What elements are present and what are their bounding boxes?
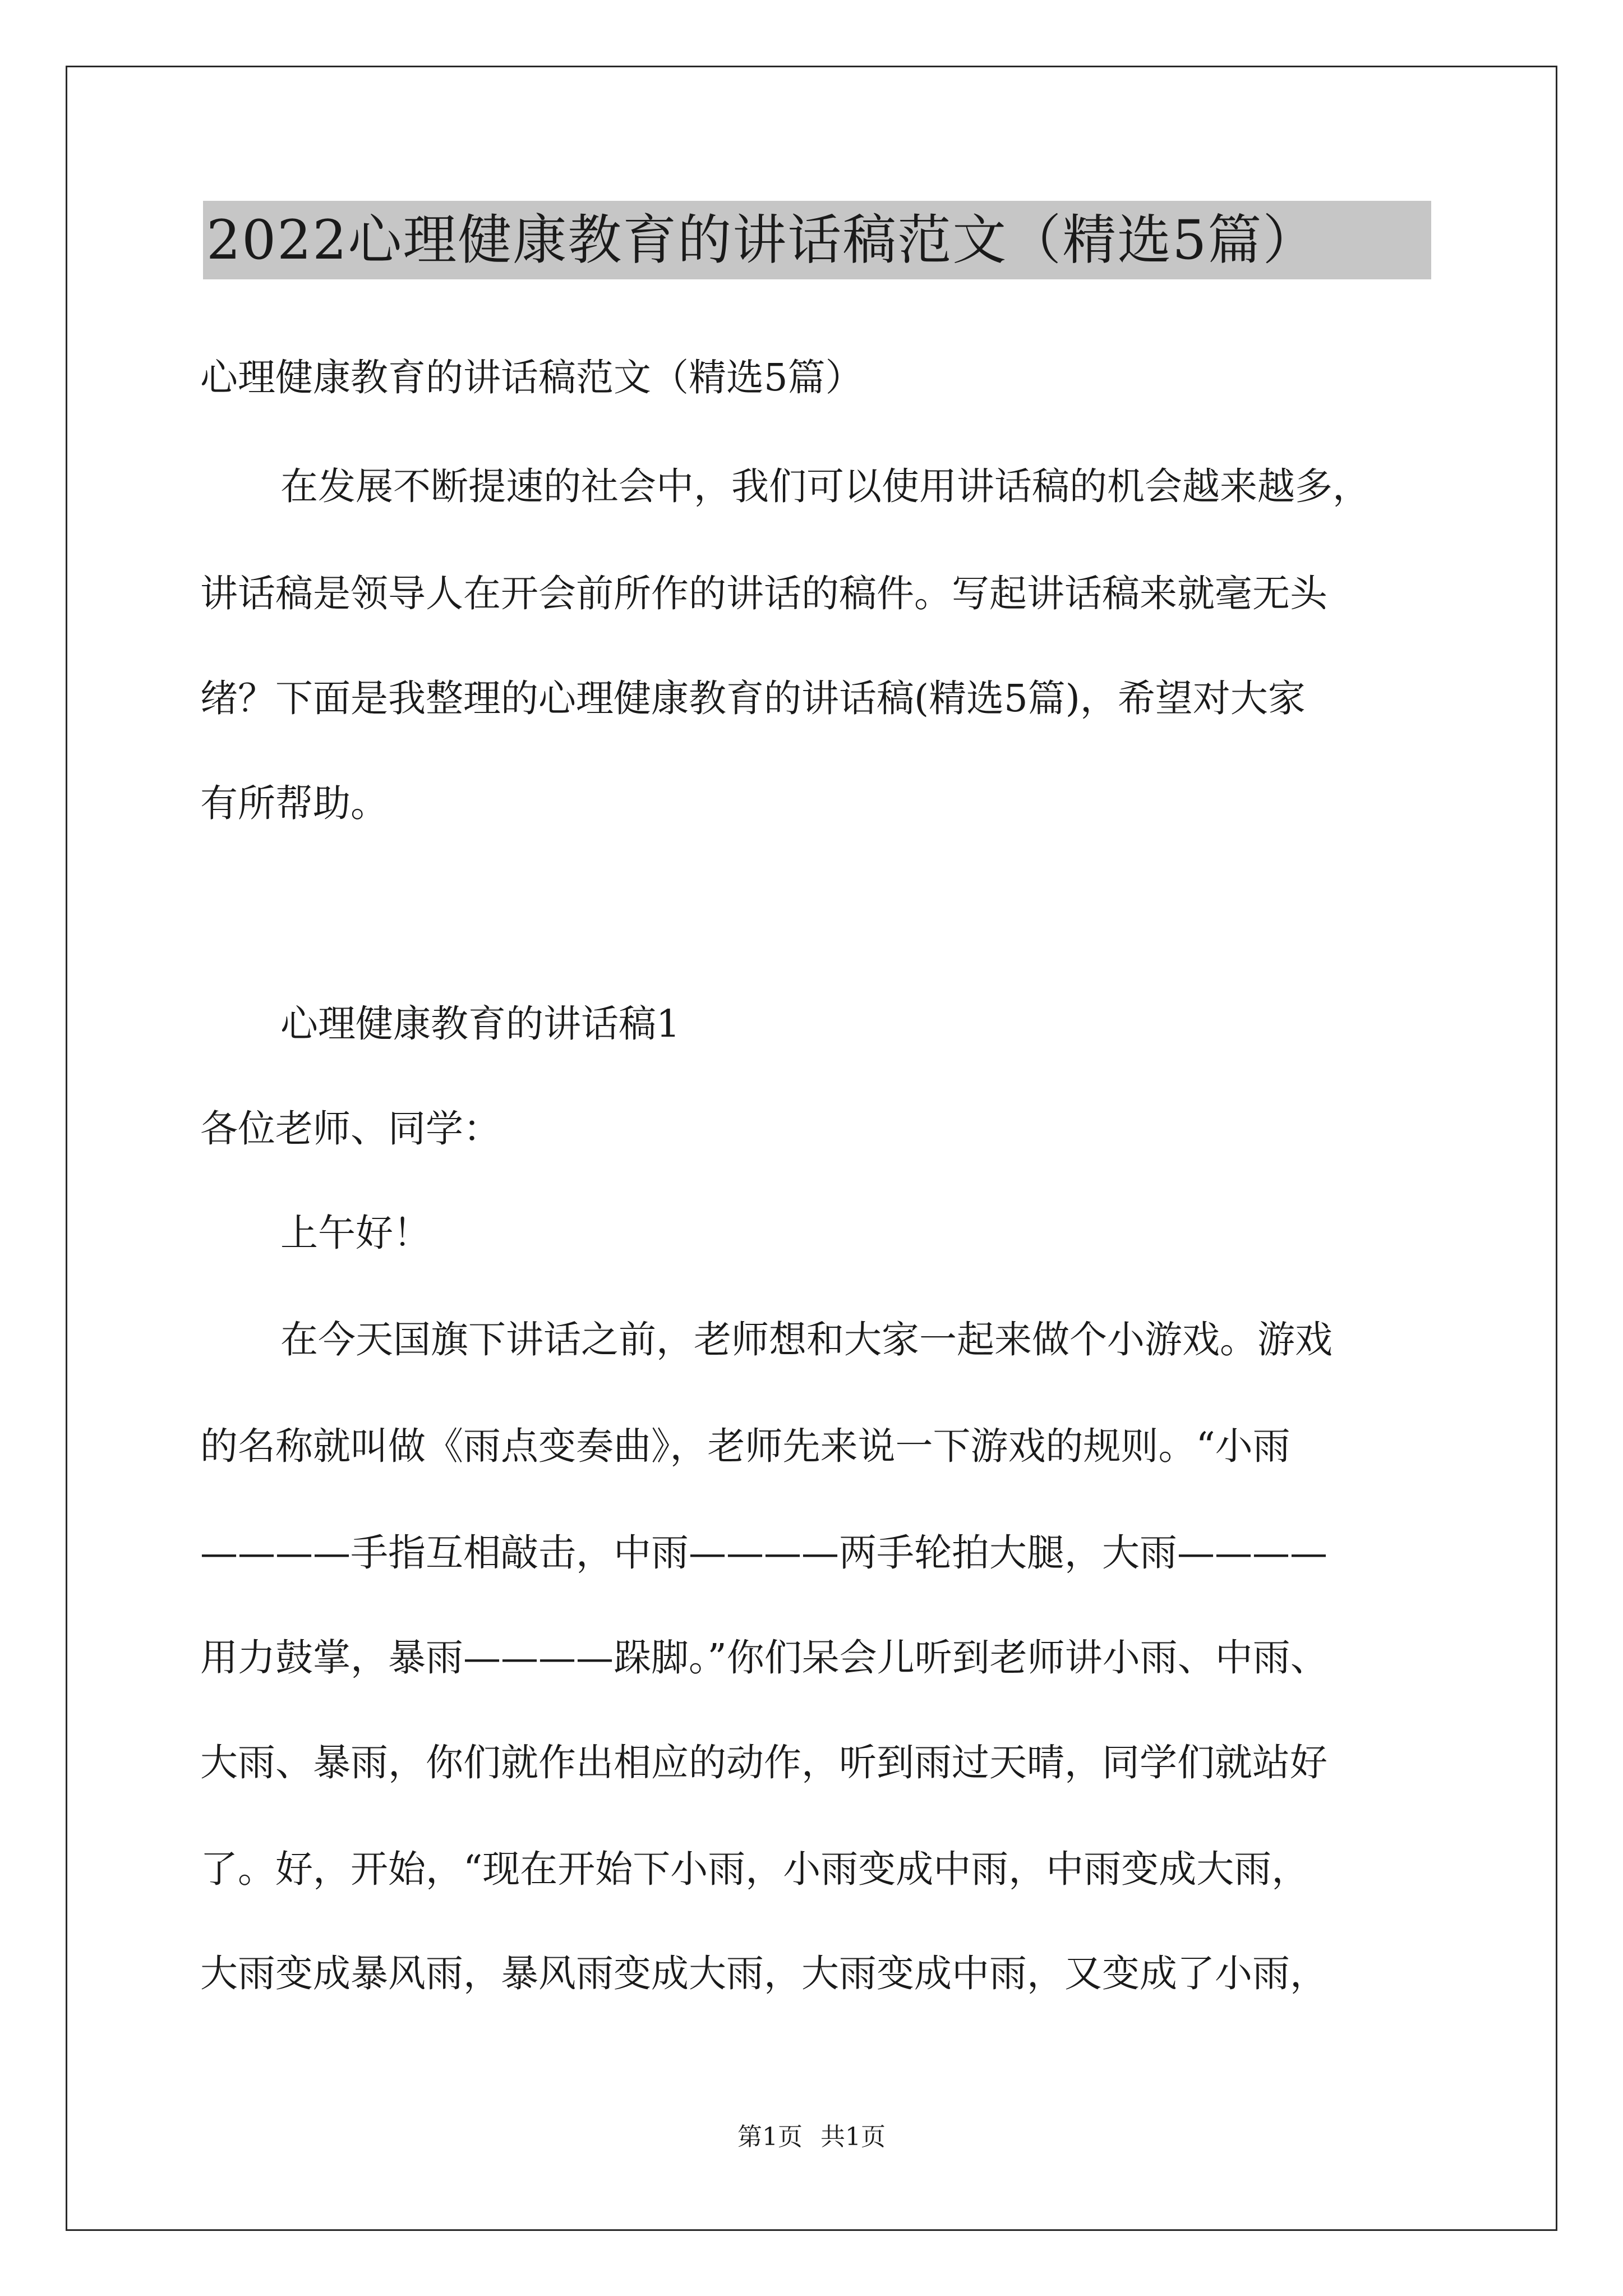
- body-line: 了。好，开始，“现在开始下小雨，小雨变成中雨，中雨变成大雨，: [200, 1847, 1310, 1891]
- salutation: 各位老师、同学：: [200, 1107, 501, 1151]
- page-footer: [0, 2120, 1623, 2154]
- page-total: 共1页: [820, 2123, 886, 2151]
- intro-line: 绪？下面是我整理的心理健康教育的讲话稿(精选5篇)，希望对大家: [200, 677, 1306, 720]
- greeting: 上午好！: [280, 1211, 431, 1255]
- body-line: 大雨、暴雨，你们就作出相应的动作，听到雨过天晴，同学们就站好: [200, 1741, 1327, 1784]
- body-line: ————手指互相敲击，中雨————两手轮拍大腿，大雨————: [200, 1531, 1327, 1575]
- section-heading: 心理健康教育的讲话稿1: [280, 1002, 680, 1046]
- document-subtitle: 心理健康教育的讲话稿范文（精选5篇）: [200, 356, 863, 399]
- body-line: 用力鼓掌，暴雨————跺脚。”你们呆会儿听到老师讲小雨、中雨、: [200, 1636, 1328, 1680]
- body-line: 大雨变成暴风雨，暴风雨变成大雨，大雨变成中雨，又变成了小雨，: [200, 1952, 1327, 1995]
- document-title: 2022心理健康教育的讲话稿范文（精选5篇）: [203, 201, 1431, 279]
- body-line: 在今天国旗下讲话之前，老师想和大家一起来做个小游戏。游戏: [280, 1318, 1332, 1361]
- page-number: 第1页: [737, 2123, 803, 2151]
- intro-line: 有所帮助。: [200, 781, 388, 825]
- intro-line: 在发展不断提速的社会中，我们可以使用讲话稿的机会越来越多，: [280, 464, 1370, 508]
- intro-line: 讲话稿是领导人在开会前所作的讲话的稿件。写起讲话稿来就毫无头: [200, 572, 1327, 615]
- body-line: 的名称就叫做《雨点变奏曲》，老师先来说一下游戏的规则。“小雨: [200, 1424, 1290, 1468]
